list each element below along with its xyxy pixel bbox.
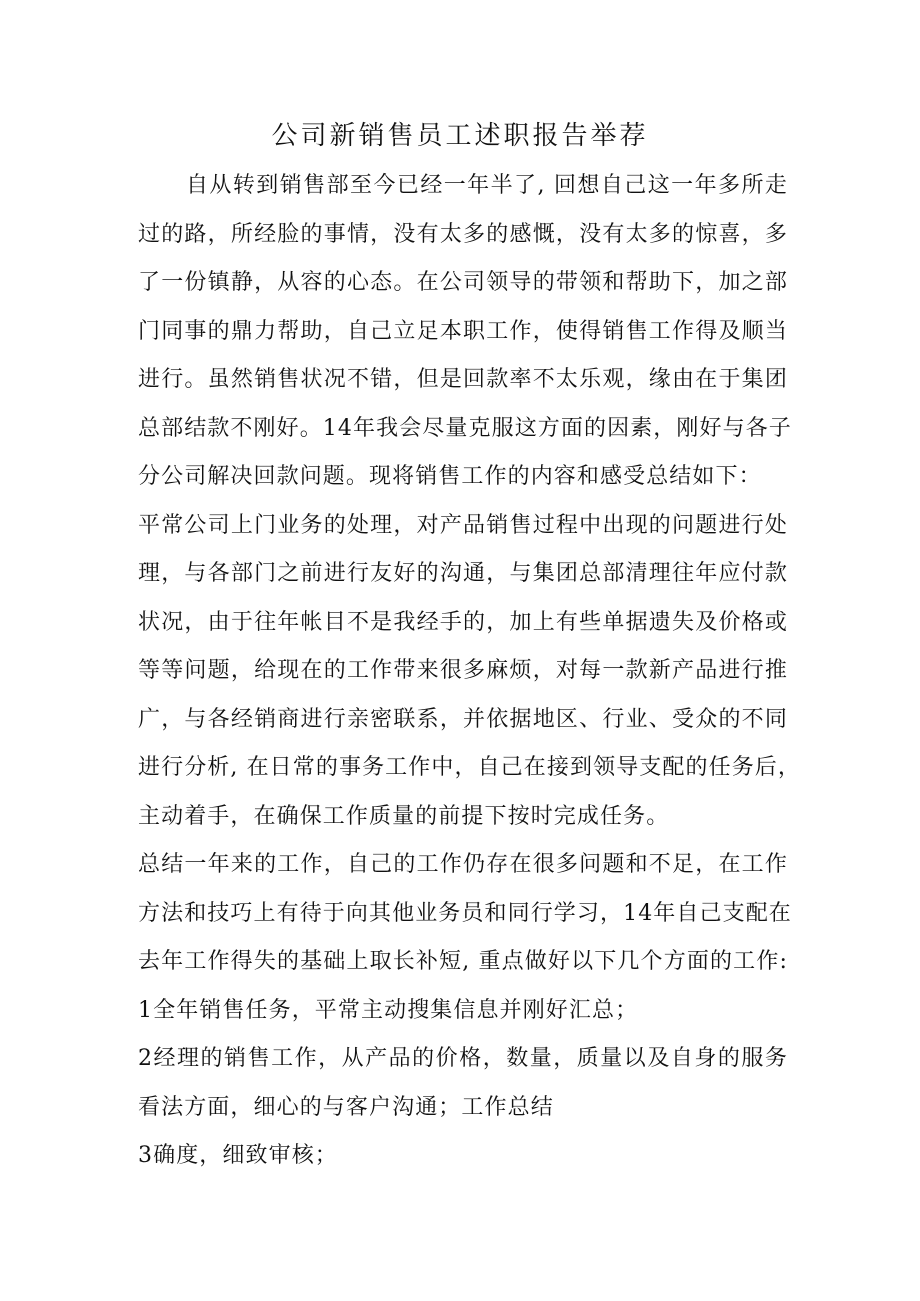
text-line: 广，与各经销商进行亲密联系，并依据地区、行业、受众的不同 (138, 706, 788, 732)
text-line: 了一份镇静，从容的心态。在公司领导的带领和帮助下，加之部 (138, 270, 788, 295)
text-line: 门同事的鼎力帮助，自己立足本职工作，使得销售工作得及顺当 (138, 318, 788, 344)
text-line: 自从转到销售部至今已经一年半了, 回想自己这一年多所走 (186, 173, 788, 198)
text-line: 平常公司上门业务的处理，对产品销售过程中出现的问题进行处 (138, 512, 788, 538)
text-line: 总结一年来的工作，自己的工作仍存在很多问题和不足，在工作 (138, 852, 788, 877)
text-line: 去年工作得失的基础上取长补短, 重点做好以下几个方面的工作: (138, 949, 788, 974)
text-line: 方法和技巧上有待于向其他业务员和同行学习，14年自己支配在 (138, 900, 792, 926)
text-line: 进行分析, 在日常的事务工作中，自己在接到领导支配的任务后， (138, 755, 801, 780)
text-line: 3确度，细致审核； (138, 1143, 338, 1168)
text-line: 状况，由于往年帐目不是我经手的，加上有些单据遗失及价格或 (138, 609, 788, 635)
document-title: 公司新销售员工述职报告举荐 (271, 121, 649, 151)
text-line: 总部结款不刚好。14年我会尽量克服这方面的因素，刚好与各子 (138, 415, 792, 441)
text-line: 主动着手，在确保工作质量的前提下按时完成任务。 (138, 803, 670, 829)
text-line: 分公司解决回款问题。现将销售工作的内容和感受总结如下： (138, 464, 762, 489)
document-body (138, 168, 801, 1187)
text-line: 过的路，所经脸的事情，没有太多的感慨，没有太多的惊喜，多 (138, 221, 788, 247)
text-line: 看法方面，细心的与客户沟通；工作总结 (138, 1094, 554, 1120)
text-line: 2经理的销售工作，从产品的价格，数量，质量以及自身的服务 (138, 1046, 788, 1071)
text-line: 1全年销售任务，平常主动搜集信息并刚好汇总； (138, 997, 639, 1023)
text-line: 等等问题，给现在的工作带来很多麻烦，对每一款新产品进行推 (138, 658, 788, 683)
text-line: 进行。虽然销售状况不错，但是回款率不太乐观，缘由在于集团 (138, 367, 788, 392)
text-line: 理，与各部门之前进行友好的沟通，与集团总部清理往年应付款 (138, 561, 788, 586)
